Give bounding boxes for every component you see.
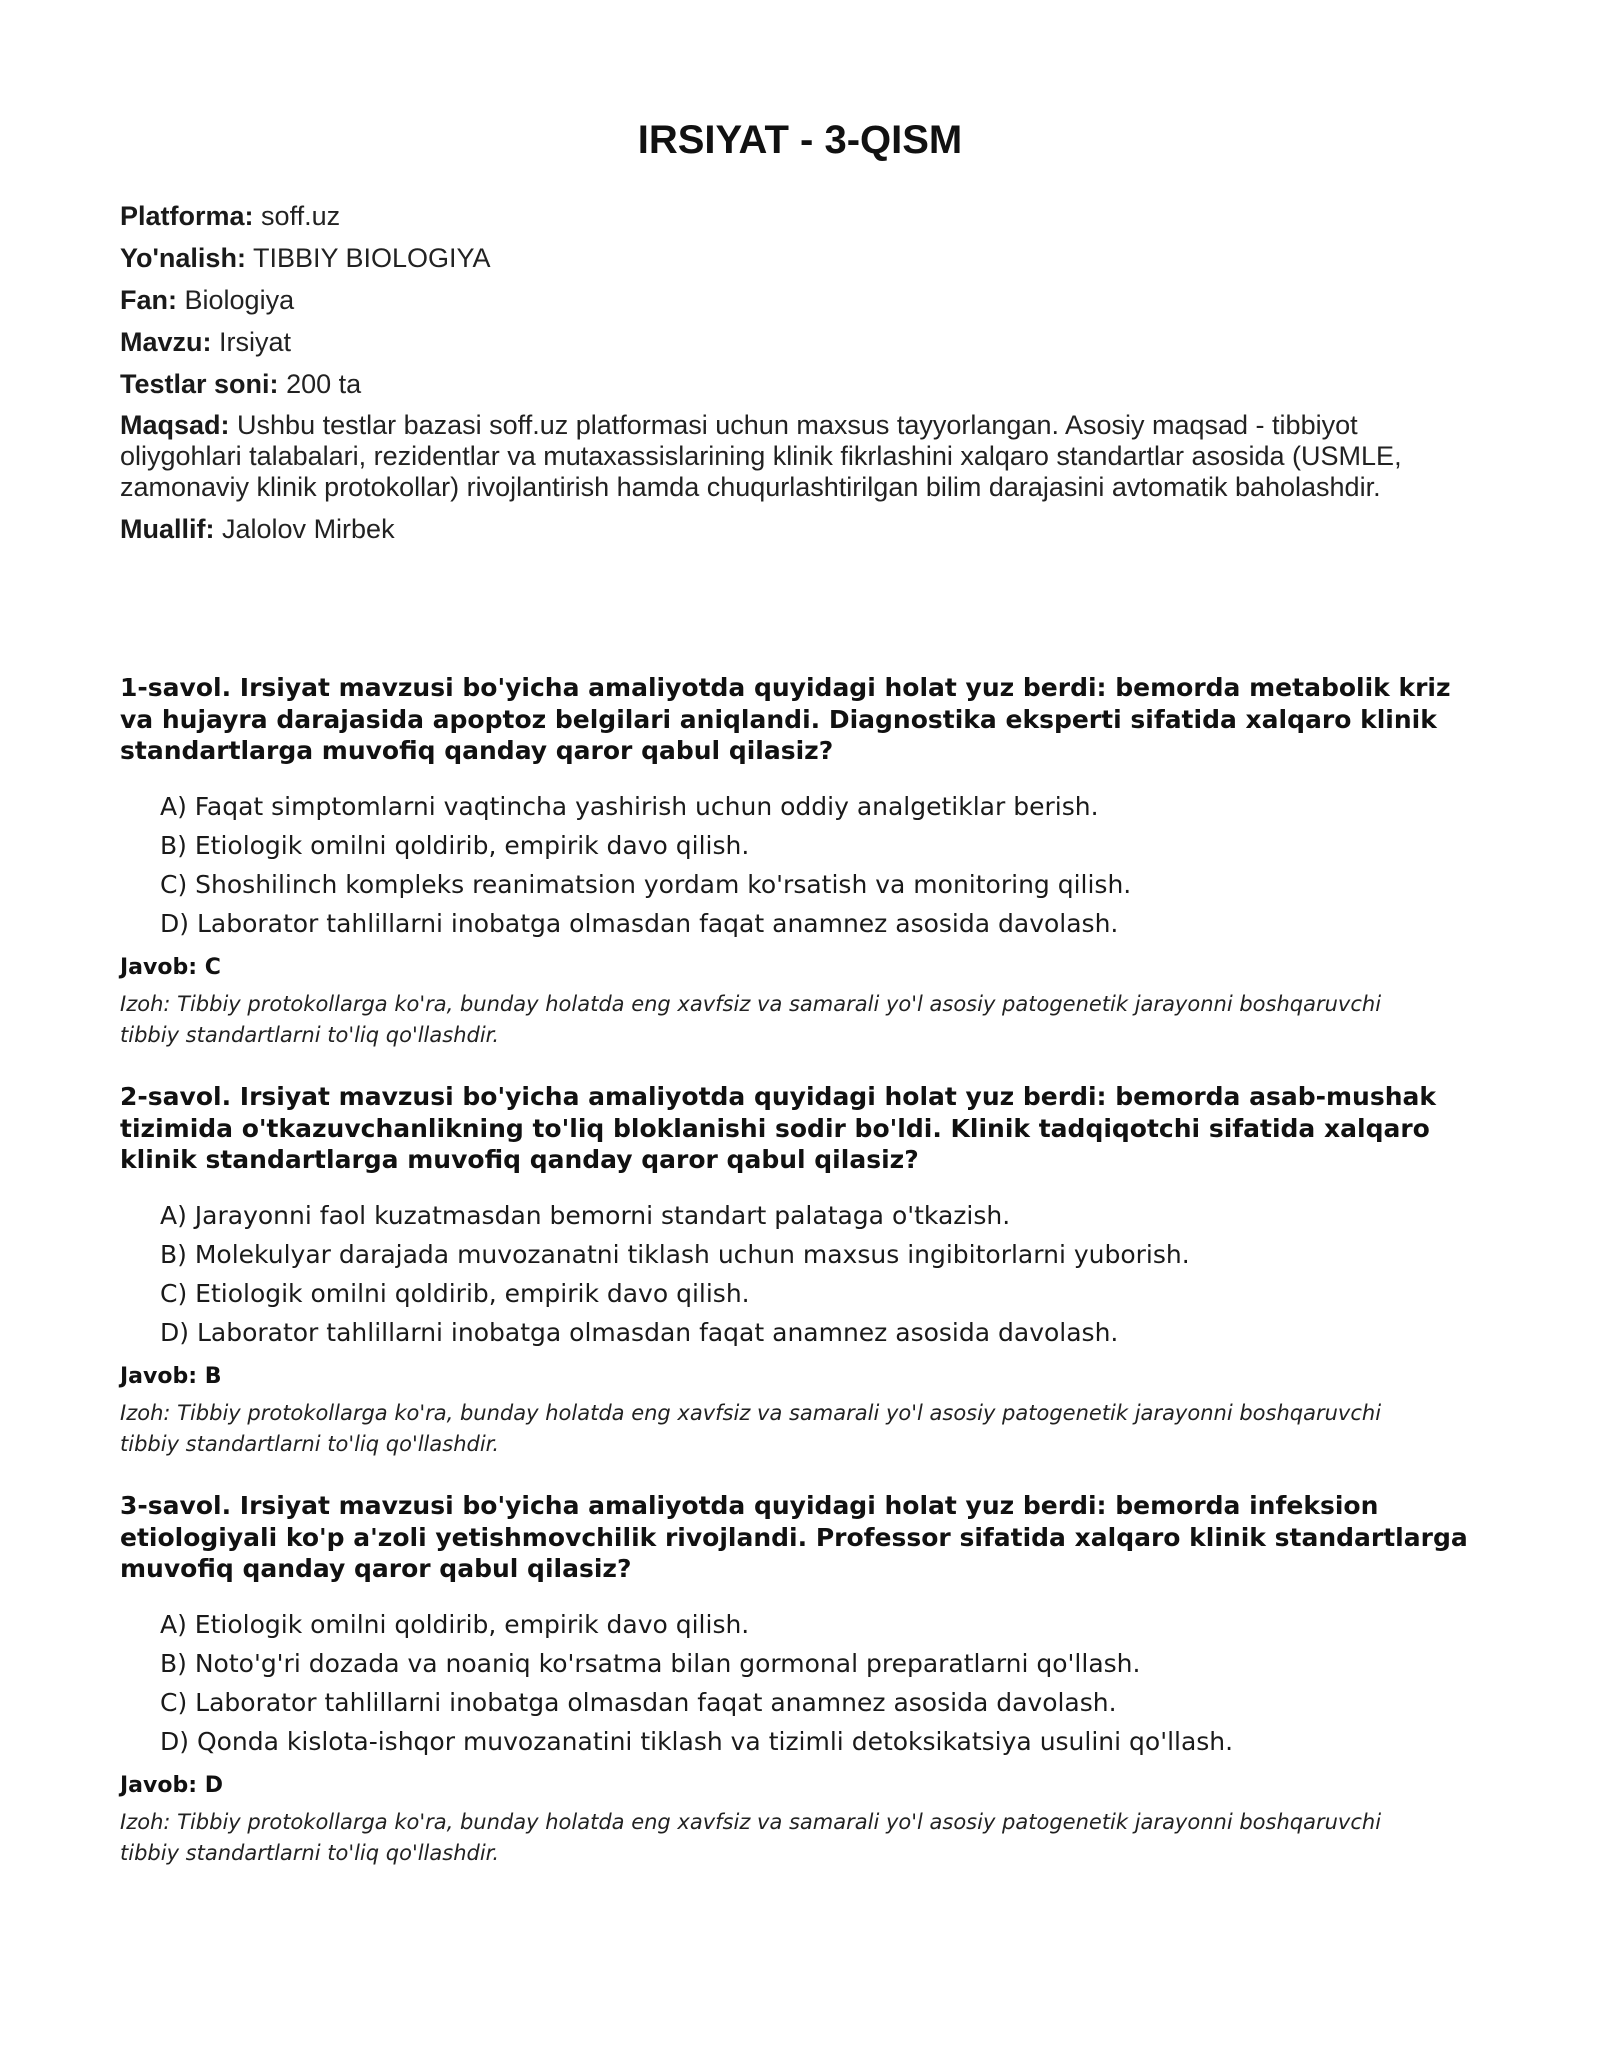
option-c: C) Etiologik omilni qoldirib, empirik davo qilish. xyxy=(160,1278,750,1308)
question-block xyxy=(120,672,1480,1051)
answer-label: Javob: C xyxy=(120,954,221,980)
meta-testlar-soni-label: Testlar soni: xyxy=(120,369,279,399)
explanation-text: Izoh: Tibbiy protokollarga ko'ra, bunday holatda eng xavfsiz va samarali yo'l asosiy patogenetik jarayonni boshqaruvchi tibbiy standartlarni to'liq qo'llashdir. xyxy=(120,1809,1382,1865)
meta-muallif-value: Jalolov Mirbek xyxy=(222,514,395,544)
option-a: A) Etiologik omilni qoldirib, empirik davo qilish. xyxy=(160,1609,750,1639)
meta-mavzu xyxy=(120,326,1440,358)
options-list xyxy=(160,1196,1480,1352)
option-b: B) Noto'g'ri dozada va noaniq ko'rsatma bilan gormonal preparatlarni qo'llash. xyxy=(160,1648,1141,1678)
meta-testlar-soni xyxy=(120,368,1440,400)
meta-platforma-label: Platforma: xyxy=(120,201,254,231)
question-text: 1-savol. Irsiyat mavzusi bo'yicha amaliyotda quyidagi holat yuz berdi: bemorda metabolik kriz va hujayra darajasida apoptoz belgilari aniqlandi. Diagnostika eksperti sifatida xalqaro klinik standartlarga muvofiq qanday qaror qabul qilasiz? xyxy=(120,673,1451,765)
meta-yonalish-value: TIBBIY BIOLOGIYA xyxy=(252,243,491,273)
meta-testlar-soni-value: 200 ta xyxy=(286,369,362,399)
document-meta xyxy=(120,200,1440,555)
option-d: D) Laborator tahlillarni inobatga olmasdan faqat anamnez asosida davolash. xyxy=(160,1317,1119,1347)
document-title: IRSIYAT - 3-QISM xyxy=(637,118,963,162)
options-list xyxy=(160,787,1480,943)
option-c: C) Shoshilinch kompleks reanimatsion yordam ko'rsatish va monitoring qilish. xyxy=(160,869,1132,899)
answer-label: Javob: D xyxy=(120,1772,223,1798)
option-d: D) Qonda kislota-ishqor muvozanatini tiklash va tizimli detoksikatsiya usulini qo'llash. xyxy=(160,1726,1234,1756)
option-d: D) Laborator tahlillarni inobatga olmasdan faqat anamnez asosida davolash. xyxy=(160,908,1119,938)
meta-maqsad-label: Maqsad: xyxy=(120,410,230,440)
meta-fan-value: Biologiya xyxy=(184,285,295,315)
meta-fan-label: Fan: xyxy=(120,285,177,315)
question-text: 3-savol. Irsiyat mavzusi bo'yicha amaliyotda quyidagi holat yuz berdi: bemorda infeksion etiologiyali ko'p a'zoli yetishmovchilik rivojlandi. Professor sifatida xalqaro klinik standartlarga muvofiq qanday qaror qabul qilasiz? xyxy=(120,1491,1468,1583)
meta-platforma xyxy=(120,200,1440,232)
meta-mavzu-value: Irsiyat xyxy=(219,327,292,357)
option-a: A) Jarayonni faol kuzatmasdan bemorni standart palataga o'tkazish. xyxy=(160,1200,1011,1230)
question-block xyxy=(120,1490,1480,1869)
meta-platforma-value: soff.uz xyxy=(261,201,341,231)
options-list xyxy=(160,1605,1480,1761)
meta-fan xyxy=(120,284,1440,316)
meta-mavzu-label: Mavzu: xyxy=(120,327,212,357)
option-b: B) Molekulyar darajada muvozanatni tiklash uchun maxsus ingibitorlarni yuborish. xyxy=(160,1239,1190,1269)
option-c: C) Laborator tahlillarni inobatga olmasdan faqat anamnez asosida davolash. xyxy=(160,1687,1117,1717)
question-text: 2-savol. Irsiyat mavzusi bo'yicha amaliyotda quyidagi holat yuz berdi: bemorda asab-mushak tizimida o'tkazuvchanlikning to'liq bloklanishi sodir bo'ldi. Klinik tadqiqotchi sifatida xalqaro klinik standartlarga muvofiq qanday qaror qabul qilasiz? xyxy=(120,1082,1437,1174)
answer-label: Javob: B xyxy=(120,1363,222,1389)
meta-yonalish xyxy=(120,242,1440,274)
explanation-text: Izoh: Tibbiy protokollarga ko'ra, bunday holatda eng xavfsiz va samarali yo'l asosiy patogenetik jarayonni boshqaruvchi tibbiy standartlarni to'liq qo'llashdir. xyxy=(120,991,1382,1047)
meta-muallif-label: Muallif: xyxy=(120,514,215,544)
question-block xyxy=(120,1081,1480,1460)
option-a: A) Faqat simptomlarni vaqtincha yashirish uchun oddiy analgetiklar berish. xyxy=(160,791,1099,821)
meta-muallif xyxy=(120,513,1440,545)
meta-yonalish-label: Yo'nalish: xyxy=(120,243,246,273)
meta-maqsad xyxy=(120,410,1440,503)
meta-maqsad-value: Ushbu testlar bazasi soff.uz platformasi uchun maxsus tayyorlangan. Asosiy maqsad - tibbiyot oliygohlari talabalari, rezidentlar va mutaxassislarining klinik fikrlashini xalqaro standartlar asosida (USMLE, zamonaviy klinik protokollar) rivojlantirish hamda chuqurlashtirilgan bilim darajasini avtomatik baholashdir. xyxy=(120,410,1402,502)
option-b: B) Etiologik omilni qoldirib, empirik davo qilish. xyxy=(160,830,750,860)
explanation-text: Izoh: Tibbiy protokollarga ko'ra, bunday holatda eng xavfsiz va samarali yo'l asosiy patogenetik jarayonni boshqaruvchi tibbiy standartlarni to'liq qo'llashdir. xyxy=(120,1400,1382,1456)
